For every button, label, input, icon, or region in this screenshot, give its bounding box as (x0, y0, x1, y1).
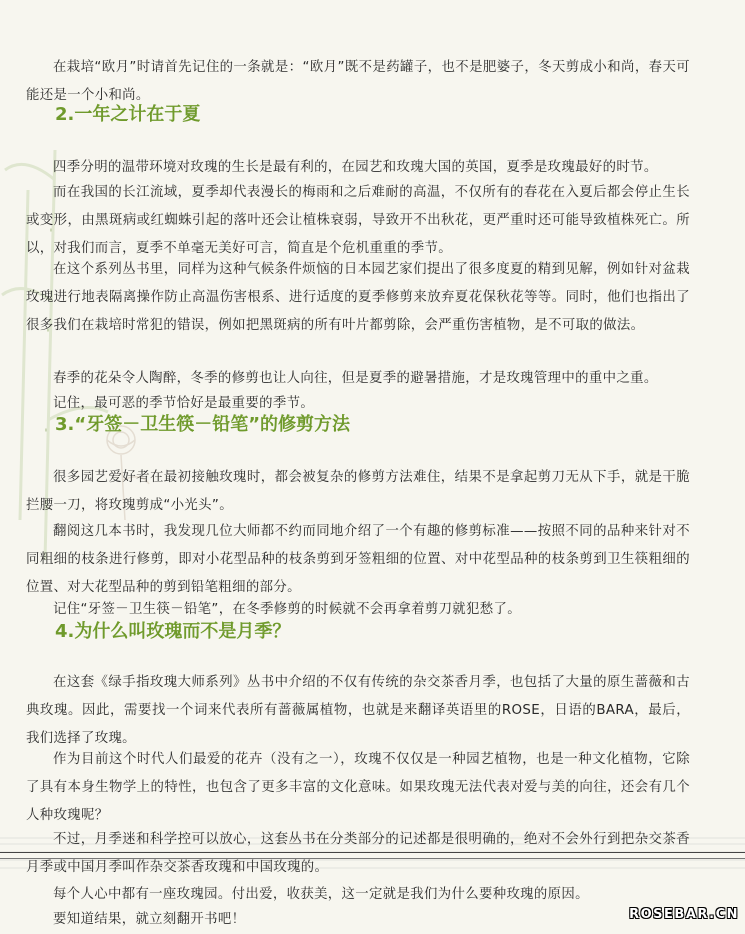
paragraph: 春季的花朵令人陶醉，冬季的修剪也让人向往，但是夏季的避暑措施，才是玫瑰管理中的重中之重。 (53, 371, 658, 387)
paragraph: 而在我国的长江流域，夏季却代表漫长的梅雨和之后难耐的高温，不仅所有的春花在入夏后都会停止生长或变形，由黑斑病或红蜘蛛引起的落叶还会让植株衰弱，导致开不出秋花，更严重时还可能导致植株死亡。所以，对我们而言，夏季不单毫无美好可言，简直是个危机重重的季节。 (26, 185, 690, 257)
overlay-rule-line (0, 852, 745, 853)
paragraph: 四季分明的温带环境对玫瑰的生长是最有利的，在园艺和玫瑰大国的英国，夏季是玫瑰最好的时节。 (53, 160, 658, 176)
paragraph: 在这套《绿手指玫瑰大师系列》丛书中介绍的不仅有传统的杂交茶香月季，也包括了大量的原生蔷薇和古典玫瑰。因此，需要找一个词来代表所有蔷薇属植物，也就是来翻译英语里的ROSE，日语的BARA，最后，我们选择了玫瑰。 (26, 675, 690, 747)
section-heading-pruning: 3.“牙签－卫生筷－铅笔”的修剪方法 (55, 414, 351, 435)
section-heading-naming: 4.为什么叫玫瑰而不是月季？ (55, 621, 291, 642)
paragraph: 翻阅这几本书时，我发现几位大师都不约而同地介绍了一个有趣的修剪标准——按照不同的品种来针对不同粗细的枝条进行修剪，即对小花型品种的枝条剪到牙签粗细的位置、对中花型品种的枝条剪到卫生筷粗细的位置、对大花型品种的剪到铅笔粗细的部分。 (26, 524, 690, 596)
paragraph: 记住“牙签－卫生筷－铅笔”，在冬季修剪的时候就不会再拿着剪刀就犯愁了。 (53, 602, 522, 618)
watermark-text: ROSEBAR.CN (629, 907, 739, 922)
paragraph: 作为目前这个时代人们最爱的花卉（没有之一），玫瑰不仅仅是一种园艺植物，也是一种文化植物，它除了具有本身生物学上的特性，也包含了更多丰富的文化意味。如果玫瑰无法代表对爱与美的向往，还会有几个人种玫瑰呢？ (26, 752, 690, 824)
overlay-rule-line (0, 858, 745, 859)
paragraph: 要知道结果，就立刻翻开书吧！ (53, 912, 246, 928)
section-heading-summer: 2.一年之计在于夏 (55, 104, 201, 125)
paragraph: 很多园艺爱好者在最初接触玫瑰时，都会被复杂的修剪方法难住，结果不是拿起剪刀无从下手，就是干脆拦腰一刀，将玫瑰剪成“小光头”。 (26, 470, 690, 514)
paragraph: 每个人心中都有一座玫瑰园。付出爱，收获美，这一定就是我们为什么要种玫瑰的原因。 (53, 887, 589, 903)
paragraph: 在这个系列丛书里，同样为这种气候条件烦恼的日本园艺家们提出了很多度夏的精到见解，例如针对盆栽玫瑰进行地表隔离操作防止高温伤害根系、进行适度的夏季修剪来放弃夏花保秋花等等。同时，他们也指出了很多我们在栽培时常犯的错误，例如把黑斑病的所有叶片都剪除，会严重伤害植物，是不可取的做法。 (26, 262, 690, 334)
paragraph: 不过，月季迷和科学控可以放心，这套丛书在分类部分的记述都是很明确的，绝对不会外行到把杂交茶香月季或中国月季叫作杂交茶香玫瑰和中国玫瑰的。 (26, 832, 690, 876)
intro-paragraph: 在栽培“欧月”时请首先记住的一条就是：“欧月”既不是药罐子，也不是肥婆子，冬天剪成小和尚，春天可能还是一个小和尚。 (26, 60, 690, 104)
paragraph: 记住，最可恶的季节恰好是最重要的季节。 (53, 396, 315, 412)
